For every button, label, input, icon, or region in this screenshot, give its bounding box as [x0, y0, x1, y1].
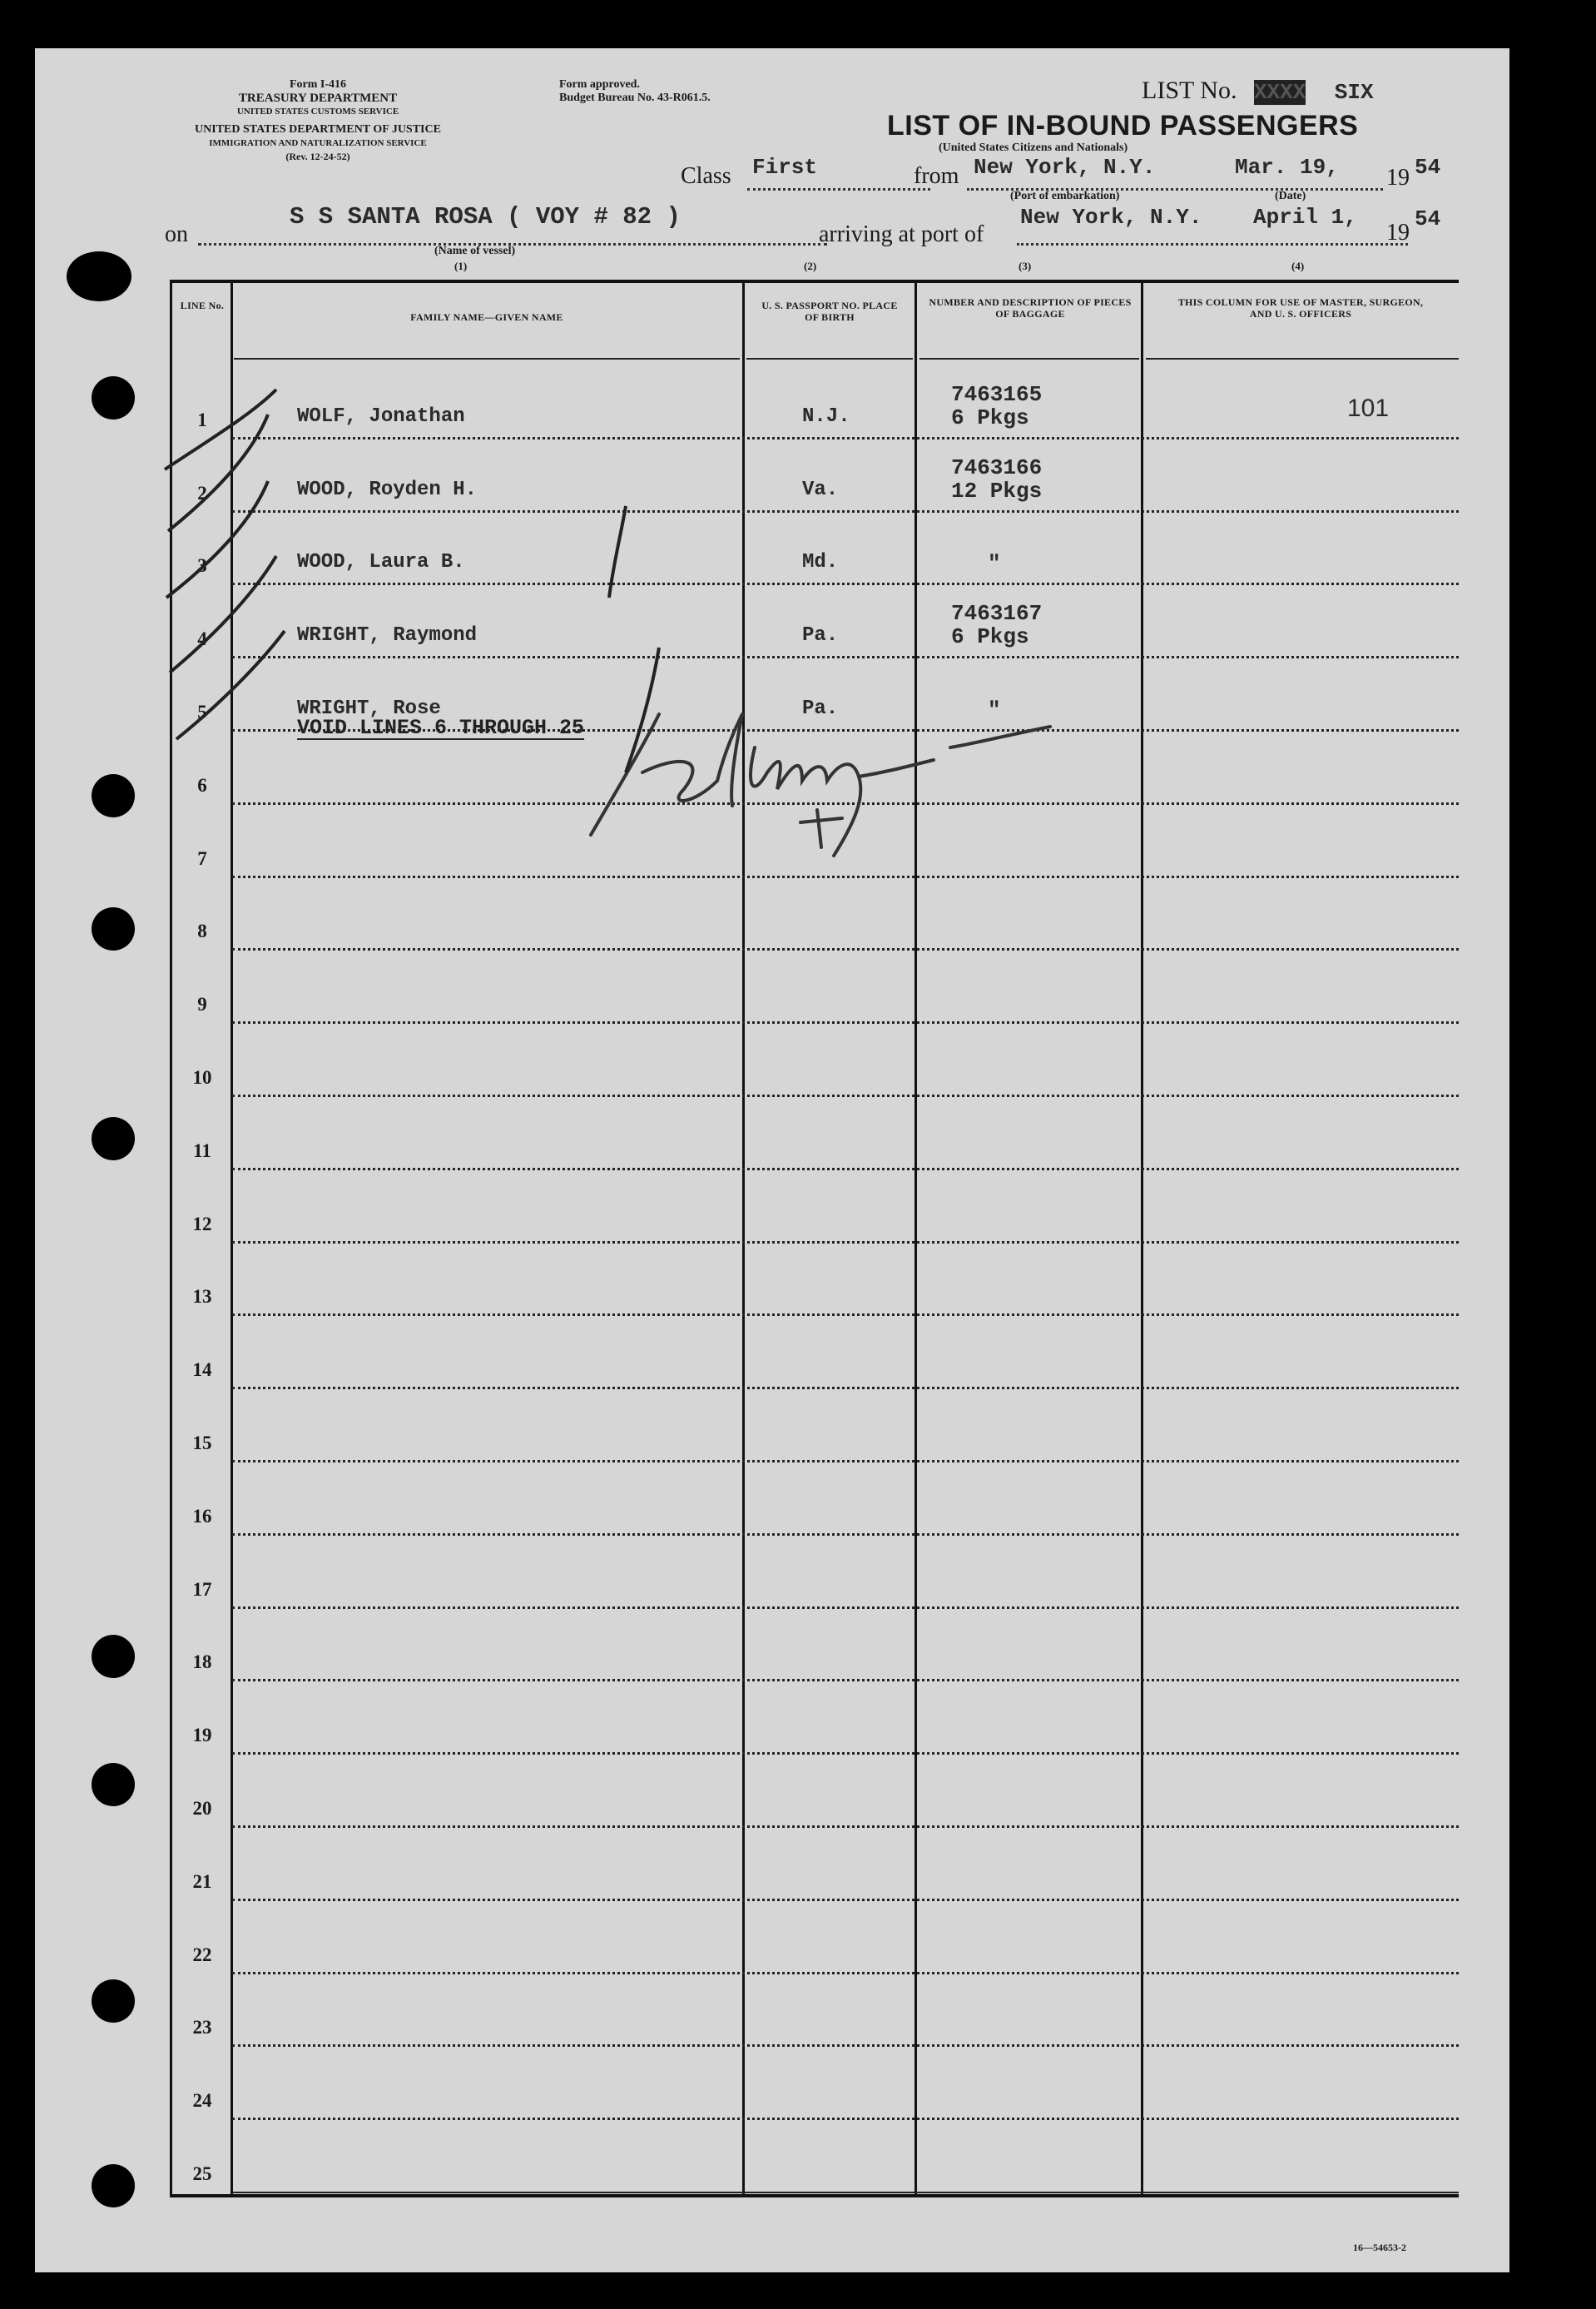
line-number: 11	[193, 1140, 211, 1161]
table-row	[172, 2047, 1459, 2120]
line-number: 4	[197, 628, 207, 650]
budget-bureau: Budget Bureau No. 43-R061.5.	[559, 92, 711, 104]
table-row	[172, 1609, 1459, 1682]
from-date: Mar. 19,	[1235, 155, 1339, 180]
line-number: 2	[197, 482, 207, 504]
page-subtitle: (United States Citizens and Nationals)	[939, 142, 1128, 154]
line-number: 23	[192, 2017, 212, 2038]
line-number: 14	[192, 1359, 212, 1381]
table-row	[172, 1974, 1459, 2048]
arrival-year: 54	[1415, 206, 1441, 231]
line-number: 22	[192, 1944, 212, 1965]
binder-hole	[92, 2164, 135, 2207]
binder-hole	[67, 251, 131, 301]
baggage	[951, 383, 1042, 430]
colnum-4: (4)	[1291, 260, 1305, 272]
table-row	[172, 1389, 1459, 1462]
table-row	[172, 1097, 1459, 1170]
baggage	[988, 552, 1001, 575]
baggage-count: 12 Pkgs	[951, 478, 1043, 504]
justice-dept: UNITED STATES DEPARTMENT OF JUSTICE	[195, 123, 441, 136]
page-title: LIST OF IN-BOUND PASSENGERS	[887, 110, 1359, 142]
table-row	[172, 1901, 1459, 1974]
table-row	[172, 1828, 1459, 1901]
form-approved: Form approved.	[559, 78, 640, 91]
on-label: on	[165, 221, 188, 247]
baggage-tag: "	[988, 551, 1001, 577]
colnum-2: (2)	[804, 260, 817, 272]
class-label: Class	[681, 163, 731, 189]
ins-service: IMMIGRATION AND NATURALIZATION SERVICE	[209, 138, 427, 148]
void-lines-note: VOID LINES 6 THROUGH 25	[297, 716, 585, 740]
approval-block	[559, 78, 711, 105]
passenger-name: WOOD, Laura B.	[297, 551, 465, 574]
line-number: 21	[192, 1870, 212, 1892]
line-number: 15	[192, 1432, 212, 1453]
passenger-name: WRIGHT, Rose	[297, 697, 441, 720]
baggage	[951, 456, 1042, 503]
col-baggage: NUMBER AND DESCRIPTION OF PIECES OF BAGGAGE	[929, 296, 1132, 320]
place-of-birth: Va.	[802, 478, 839, 501]
from-year: 54	[1415, 155, 1441, 180]
baggage-tag: 7463166	[951, 454, 1043, 480]
binder-hole	[92, 907, 135, 951]
place-of-birth: Pa.	[802, 624, 839, 648]
baggage-tag: "	[988, 697, 1001, 722]
line-number: 7	[197, 847, 207, 869]
binder-hole	[92, 376, 135, 420]
arrival-year-prefix: 19	[1386, 220, 1410, 246]
line-number: 25	[192, 2163, 212, 2184]
baggage	[951, 602, 1042, 648]
vessel-name: S S SANTA ROSA ( VOY # 82 )	[290, 203, 681, 231]
table-row	[172, 1316, 1459, 1389]
passenger-name: WRIGHT, Raymond	[297, 624, 478, 648]
line-number: 10	[192, 1066, 212, 1088]
revision-date: (Rev. 12-24-52)	[285, 151, 350, 162]
officer-note: 101	[1347, 394, 1390, 422]
port-embark-caption: (Port of embarkation)	[1010, 190, 1120, 202]
baggage-tag: 7463165	[951, 381, 1043, 407]
place-of-birth: Md.	[802, 551, 839, 574]
passenger-name: WOLF, Jonathan	[297, 405, 465, 428]
colnum-3: (3)	[1019, 260, 1032, 272]
passenger-name: WOOD, Royden H.	[297, 478, 478, 501]
table-row	[172, 951, 1459, 1024]
col-line-no: LINE No.	[180, 300, 225, 311]
table-row	[172, 1244, 1459, 1317]
line-number: 1	[197, 409, 207, 430]
binder-hole	[92, 1635, 135, 1678]
table-row	[172, 1024, 1459, 1097]
from-year-prefix: 19	[1386, 165, 1410, 191]
baggage-count: 6 Pkgs	[951, 624, 1029, 650]
line-number: 9	[197, 994, 207, 1015]
line-number: 16	[192, 1505, 212, 1527]
col-name: FAMILY NAME—GIVEN NAME	[410, 311, 563, 323]
footer-code: 16—54653-2	[1353, 2242, 1406, 2253]
table-row	[172, 1681, 1459, 1755]
binder-hole	[92, 774, 135, 817]
place-of-birth: N.J.	[802, 405, 850, 428]
line-number: 18	[192, 1651, 212, 1673]
col-officers: THIS COLUMN FOR USE OF MASTER, SURGEON, AND U. S. OFFICERS	[1177, 296, 1424, 320]
table-row	[172, 2120, 1459, 2193]
col-passport: U. S. PASSPORT NO. PLACE OF BIRTH	[761, 300, 898, 323]
arriving-label: arriving at port of	[819, 221, 984, 247]
colnum-1: (1)	[454, 260, 468, 272]
table-row	[172, 1462, 1459, 1536]
arrival-port: New York, N.Y.	[1020, 205, 1202, 230]
line-number: 3	[197, 555, 207, 577]
line-number: 17	[192, 1578, 212, 1600]
table-row	[172, 1536, 1459, 1609]
form-agency-block	[168, 78, 468, 163]
line-number: 5	[197, 701, 207, 722]
from-label: from	[914, 163, 959, 189]
binder-hole	[92, 1979, 135, 2023]
list-no-struck: XXXX	[1253, 80, 1306, 105]
list-number	[1142, 77, 1374, 105]
line-number: 12	[192, 1213, 212, 1234]
vessel-caption: (Name of vessel)	[434, 245, 516, 257]
binder-hole	[92, 1763, 135, 1806]
table-row	[172, 878, 1459, 951]
form-number: Form I-416	[289, 78, 347, 91]
line-number: 20	[192, 1797, 212, 1819]
from-port: New York, N.Y.	[974, 155, 1156, 180]
class-value: First	[752, 155, 818, 180]
baggage-tag: 7463167	[951, 601, 1043, 627]
customs-service: UNITED STATES CUSTOMS SERVICE	[236, 107, 399, 117]
manifest-page	[35, 48, 1509, 2272]
table-row	[172, 1755, 1459, 1828]
list-no-label: LIST No.	[1142, 77, 1237, 104]
treasury-dept: TREASURY DEPARTMENT	[238, 92, 398, 105]
baggage-count: 6 Pkgs	[951, 405, 1029, 430]
line-number: 6	[197, 774, 207, 796]
check-marks	[160, 381, 909, 831]
list-no-value: SIX	[1334, 80, 1374, 105]
date-caption: (Date)	[1275, 190, 1306, 202]
place-of-birth: Pa.	[802, 697, 839, 720]
arrival-date: April 1,	[1253, 205, 1357, 230]
table-row	[172, 1170, 1459, 1244]
binder-hole	[92, 1117, 135, 1160]
line-number: 13	[192, 1286, 212, 1308]
line-number: 24	[192, 2090, 212, 2112]
line-number: 19	[192, 1725, 212, 1746]
line-number: 8	[197, 921, 207, 942]
